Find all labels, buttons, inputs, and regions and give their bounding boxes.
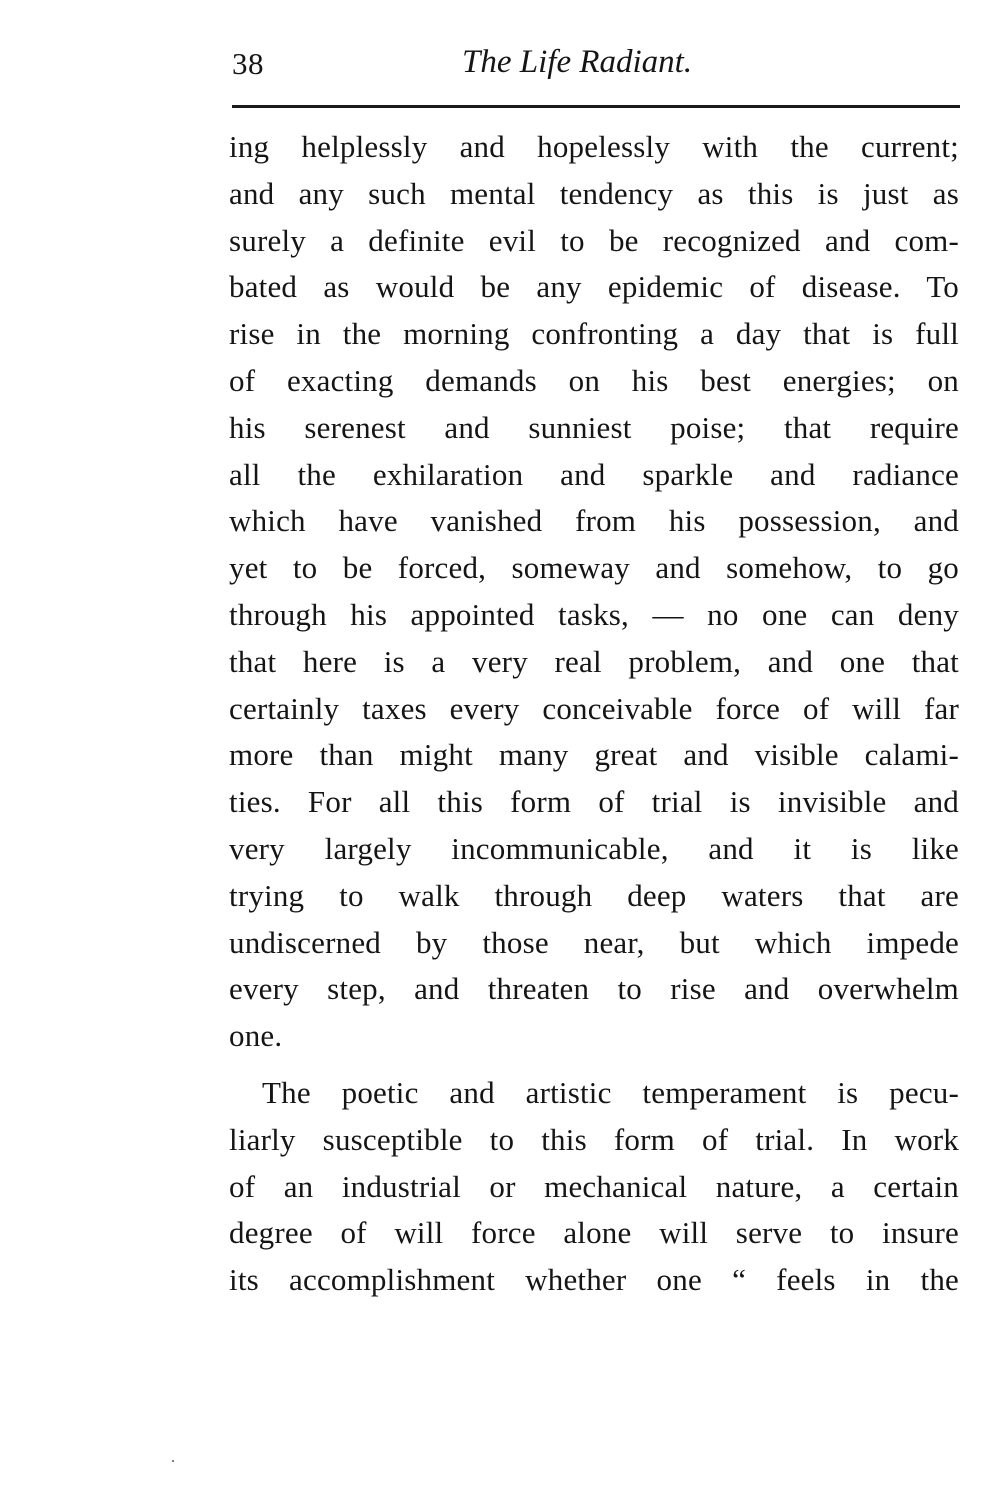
text-line: rise in the morning confronting a day that is full [229,316,959,352]
body-text [229,124,959,1304]
text-line: trying to walk through deep waters that are [229,877,959,913]
paragraph-gap [229,1060,959,1070]
text-line: his serenest and sunniest poise; that require [229,409,959,445]
text-line: of exacting demands on his best energies; on [229,362,959,398]
text-line: every step, and threaten to rise and overwhelm [229,971,959,1007]
text-line: one. [229,1018,283,1054]
text-line: ing helplessly and hopelessly with the current; [229,129,959,164]
page-number: 38 [232,46,264,81]
header-rule [232,105,960,108]
text-line: degree of will force alone will serve to insure [229,1215,959,1251]
text-line: which have vanished from his possession, and [229,503,959,539]
text-line: surely a definite evil to be recognized and com- [229,222,959,258]
text-line: its accomplishment whether one “ feels in the [229,1262,959,1298]
text-line: very largely incommunicable, and it is like [229,830,959,866]
paragraph-2 [229,1070,959,1304]
text-line: and any such mental tendency as this is just as [229,175,959,211]
text-line: through his appointed tasks, — no one can deny [229,596,959,632]
text-line: liarly susceptible to this form of trial. In work [229,1121,959,1157]
text-line: that here is a very real problem, and one that [229,643,959,679]
paragraph-1 [229,124,959,1060]
text-line: of an industrial or mechanical nature, a certain [229,1168,959,1204]
ink-speck [172,1460,174,1462]
text-line: ties. For all this form of trial is invisible and [229,784,959,820]
text-line: more than might many great and visible calami- [229,737,959,773]
text-line: all the exhilaration and sparkle and radiance [229,456,959,492]
text-line: yet to be forced, someway and somehow, to go [229,550,959,586]
text-line: bated as would be any epidemic of disease. To [229,269,959,305]
text-line: undiscerned by those near, but which impede [229,924,959,960]
page-header [232,40,960,96]
text-line: The poetic and artistic temperament is pecu- [262,1074,959,1110]
text-line: certainly taxes every conceivable force of will far [229,690,959,726]
running-title: The Life Radiant. [462,44,693,80]
